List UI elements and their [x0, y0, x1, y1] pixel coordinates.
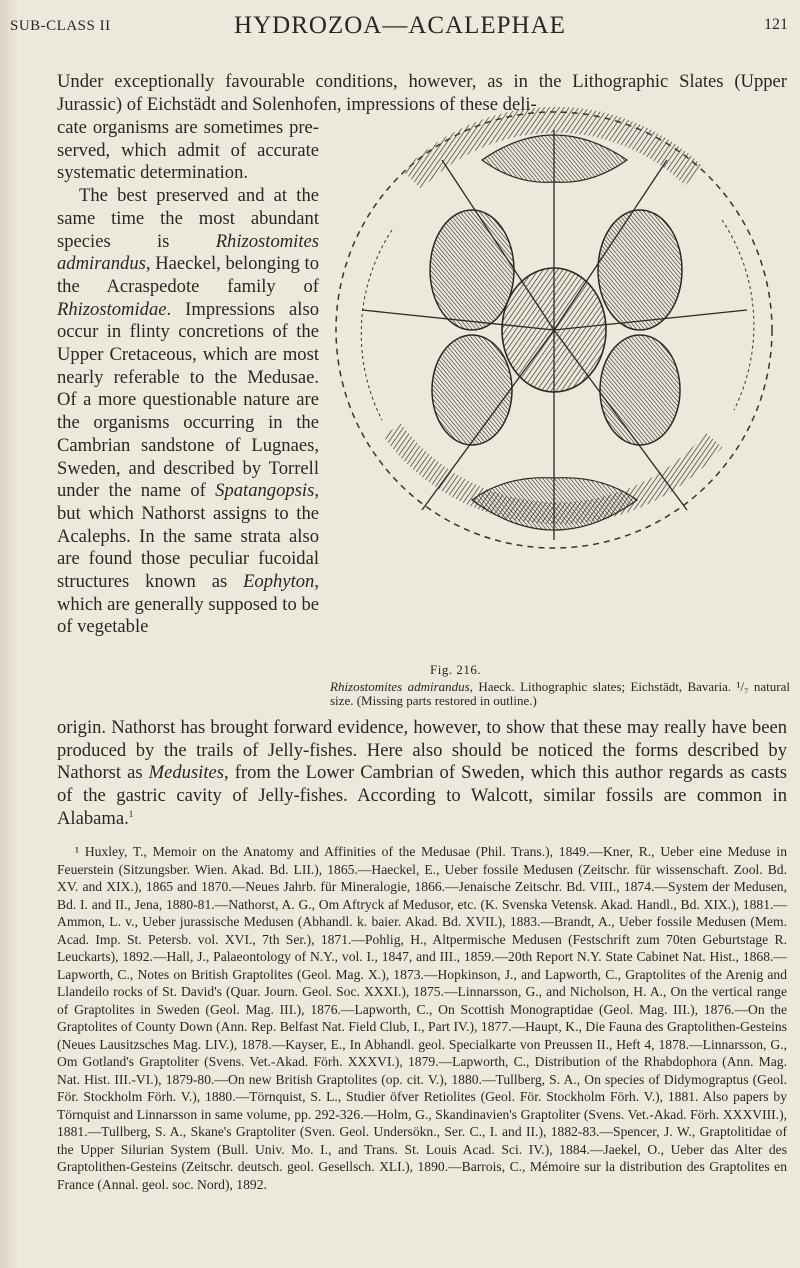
intro-cont-text: cate organisms are sometimes pre-served, which admit of accurate systematic determination.: [57, 117, 319, 184]
family-name: Rhizostomidae: [57, 298, 167, 320]
genus-name: Eophyton: [243, 571, 315, 593]
text-run: origin. Nathorst has brought forward evidence, however, to show that these may really have been produced by the trails of Jelly-fishes. Here also should be noticed the forms described by Nathorst as: [57, 717, 787, 784]
oral-arm-bottom: [472, 478, 637, 530]
footnote-marker: 1: [128, 808, 134, 819]
paragraph-rhizostomites: [57, 185, 319, 639]
header-subclass: SUB-CLASS II: [10, 18, 111, 34]
text-run: , but which Nathorst assigns to the Acalephs. In the same strata also are found those peculiar fucoidal structures known as: [57, 480, 319, 593]
running-header: [0, 8, 800, 48]
figure-216-illustration: [322, 90, 792, 650]
gonad-left: [430, 210, 514, 330]
footnote-bibliography: ¹ Huxley, T., Memoir on the Anatomy and Affinities of the Medusae (Phil. Trans.), 1849.—Kner, R., Ueber eine Meduse in Feuerstein (Sitzungsber. Wien. Akad. Bd. LII.), 1865.—Haeckel, E., Ueber fossile Medusen (Zeitschr. für wissenschaft. Zool. Bd. XV. and XIX.), 1865 and 1870.—Neues Jahrb. für Mineralogie, 1866.—Jenaische Zeitschr. Bd. VIII., 1874.—System der Medusen, Bd. I. and II., Jena, 1880-81.—Nathorst, A. G., Om Aftryck af Medusor, etc. (K. Svenska Vetensk. Akad. Handl., Bd. XIX.), 1881.—Ammon, L. v., Ueber jurassische Medusen (Abhandl. k. baier. Akad. Bd. XVII.), 1883.—Brandt, A., Ueber fossile Medusen (Mem. Acad. Imp. St. Petersb. vol. XVI., 7th Ser.), 1871.—Pohlig, H., Altpermische Medusen (Festschrift zum 70ten Geburtstage R. Leuckarts), 1892.—Hall, J., Palaeontology of N.Y., vol. I., 1847, and III., 1859.—20th Report N.Y. State Cabinet Nat. Hist., 1868.—Lapworth, C., Notes on British Graptolites (Geol. Mag. X.), 1873.—Hopkinson, J., and Lapworth, C., Graptolites of the Arenig and Llandeilo rocks of St. David's (Quar. Journ. Geol. Soc. XXXI.), 1875.—Linnarsson, G., and Nicholson, H. A., On the vertical range of Graptolites in Sweden (Geol. Mag. III.), 1876.—Lapworth, C., On Scottish Monograptidae (Geol. Mag. III.), 1876.—On the Graptolites of County Down (Ann. Rep. Belfast Nat. Field Club, I., Part IV.), 1877.—Haupt, K., Die Fauna des Graptolithen-Gesteins (Neues Lausitzsches Mag. LIV.), 1878.—Kayser, E., In Abhandl. geol. Specialkarte von Preussen II., Heft 4, 1878.—Linnarsson, G., Om Gotland's Graptoliter (Svens. Vet.-Akad. Förh. XXXVI.), 1879.—Lapworth, C., Distribution of the Rhabdophora (Ann. Mag. Nat. Hist. III.-VI.), 1879-80.—On new British Graptolites (op. cit. V.), 1880.—Tullberg, S. A., On species of Didymograptus (Geol. För. Stockholm Förh. V.), 1880.—Törnquist, S. L., Studier öfver Retiolites (Geol. För. Stockholm Förh. V.), 1881. Also papers by Törnquist and Linnarsson in same volume, pp. 292-326.—Holm, G., Skandinavien's Graptoliter (Svens. Vet.-Akad. Förh. XXXVIII.), 1881.—Tullberg, S. A., Skane's Graptoliter (Sven. Geol. Undersökn., Ser. C., I. and II.), 1882-83.—Spencer, J. W., Graptolitidae of the Upper Silurian System (Bull. Univ. Mo. I., and Trans. St. Louis Acad. Sci. IV.), 1884.—Jaekel, O., Ueber das Alter des Graptolithen-Gesteins (Zeitschr. deutsch. geol. Gesellsch. XLI.), 1890.—Barrois, C., Mémoire sur la distribution des Graptolites en France (Annal. geol. soc. Nord), 1892.: [57, 844, 787, 1192]
gonad-lower-left: [432, 335, 512, 445]
paragraph-after-figure: [57, 717, 787, 831]
text-run: The best preserved and at the same time the most abundant species is: [57, 185, 319, 252]
caption-species: Rhizostomites admirandus: [330, 679, 470, 694]
central-disc: [502, 268, 606, 392]
genus-name: Spatangopsis: [215, 480, 315, 502]
intro-text: Under exceptionally favourable conditions, however, as in the Lithographic Slates (Upper Jurassic) of Eichstädt and Solenhofen, impressions of these deli-: [57, 71, 787, 115]
page-number: 121: [764, 16, 788, 33]
species-name: Rhizostomites admirandus: [57, 230, 319, 275]
wrapped-text-column: [57, 117, 319, 639]
text-run: , Haeckel, belonging to the Acraspedote family of: [57, 253, 319, 297]
paragraph-intro-cont: [57, 117, 319, 185]
text-run: , which are generally supposed to be of vegetable: [57, 571, 319, 638]
medusa-fossil-drawing: [322, 90, 792, 650]
caption-text: , Haeck. Lithographic slates; Eichstädt, Bavaria. ¹/₇ natural size. (Missing parts restored in outline.): [330, 679, 790, 708]
figure-caption: [330, 680, 790, 708]
text-run: . Impressions also occur in flinty concretions of the Upper Cretaceous, which are most nearly referable to the Medusae. Of a more questionable nature are the organisms occurring in the Cambrian sandstone of Lugnaes, Sweden, and described by Torrell under the name of: [57, 298, 319, 502]
gonad-lower-right: [600, 335, 680, 445]
page-gutter: [0, 0, 18, 1268]
text-run: , from the Lower Cambrian of Sweden, which this author regards as casts of the gastric cavity of Jelly-fishes. According to Walcott, similar fossils are common in Alabama.: [57, 762, 787, 829]
genus-name: Medusites: [148, 762, 225, 784]
gonad-right: [598, 210, 682, 330]
oral-arm-top: [482, 135, 627, 182]
header-title: HYDROZOA—ACALEPHAE: [234, 12, 566, 39]
figure-label: Fig. 216.: [430, 662, 482, 677]
